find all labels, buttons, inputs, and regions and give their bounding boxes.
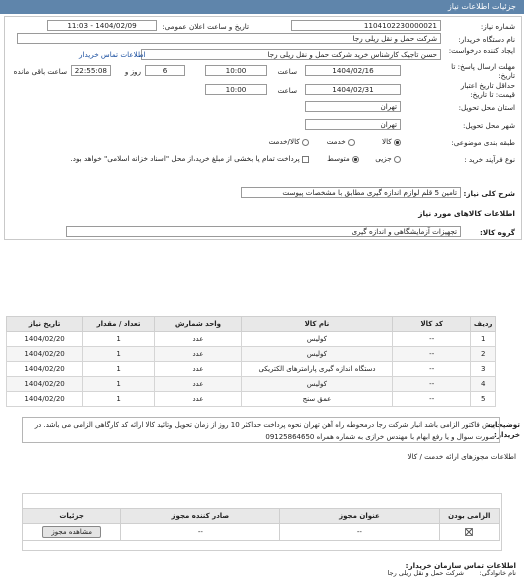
view-license-button[interactable]: مشاهده مجوز [42,526,101,538]
need-info-form [4,16,522,240]
table-row[interactable] [7,347,496,362]
col-required: الزامی بودن [439,509,500,524]
cell-code: -- [393,392,471,407]
days-label: روز و [124,67,141,76]
cell-unit: عدد [155,347,242,362]
buyer-org-contact-label: اطلاعات تماس سازمان خریدار: [405,561,516,570]
col-issuer: صادر کننده مجوز [121,509,280,524]
process-option-minor[interactable]: جزیی [375,154,401,163]
deadline-time-label: ساعت [277,67,297,76]
cell-code: -- [393,362,471,377]
page-title: جزئیات اطلاعات نیاز [0,0,524,14]
col-details: جزئیات [23,509,121,524]
category-option-goods[interactable]: کالا [382,137,401,146]
buyer-notes-label: توضیحات خریدار: [487,420,520,439]
requester-field[interactable]: حسن تاجیک کارشناس خرید شرکت حمل و نقل ریلی رجا [141,49,441,60]
license-row[interactable] [23,524,500,541]
goods-section-title: اطلاعات کالاهای مورد نیاز [418,209,515,218]
cell-date: 1404/02/20 [7,392,83,407]
cell-qty: 1 [83,332,155,347]
price-validity-date-field[interactable]: 1404/02/31 [305,84,401,95]
payment-option[interactable]: پرداخت تمام یا بخشی از مبلغ خرید،از محل "اسناد خزانه اسلامی" خواهد بود. [70,154,309,163]
col-qty: تعداد / مقدار [83,317,155,332]
license-title-cell: -- [280,524,439,541]
details-cell [23,524,121,541]
cell-unit: عدد [155,377,242,392]
license-issuer-cell: -- [121,524,280,541]
need-number-label: شماره نیاز: [480,22,515,31]
col-name: نام کالا [241,317,392,332]
announce-label: تاریخ و ساعت اعلان عمومی: [162,22,249,31]
cell-date: 1404/02/20 [7,362,83,377]
buyer-notes-field[interactable]: پیش فاکتور الزامی باشد انبار شرکت رجا درمحوطه راه آهن تهران نحوه پرداخت حداکثر 10 روز از زمان تحویل وتائید کالا ارائه کد کارگاهی الزامی می باشد. در صورت سوال و یا رفع ابهام با مهندس خرازی به شماره همراه 09125864650 [22,417,500,443]
cell-row: 1 [471,332,496,347]
price-validity-time-field[interactable]: 10:00 [205,84,267,95]
cell-date: 1404/02/20 [7,332,83,347]
table-row[interactable] [7,332,496,347]
cell-row: 5 [471,392,496,407]
cell-name: دستگاه اندازه گیری پارامترهای الکتریکی [241,362,392,377]
licenses-table [22,508,500,541]
need-desc-label: شرح کلی نیاز: [463,189,515,198]
cell-qty: 1 [83,347,155,362]
cell-unit: عدد [155,362,242,377]
buyer-org-name-label: نام خانوادگی: [479,569,516,577]
radio-icon[interactable] [302,139,309,146]
city-label: شهر محل تحویل: [462,121,515,130]
col-license-title: عنوان مجوز [280,509,439,524]
process-option-medium[interactable]: متوسط [327,154,359,163]
need-desc-field[interactable]: تامین 5 قلم لوازم اندازه گیری مطابق با مشخصات پیوست [241,187,461,198]
requester-label: ایجاد کننده درخواست: [448,46,515,55]
cell-qty: 1 [83,362,155,377]
licenses-title: اطلاعات مجوزهای ارائه خدمت / کالا [407,452,516,461]
category-option-goods-service[interactable]: کالا/خدمت [268,137,309,146]
days-field[interactable]: 6 [145,65,185,76]
price-validity-label: حداقل تاریخ اعتبار قیمت: تا تاریخ: [460,81,515,99]
price-validity-time-label: ساعت [277,86,297,95]
cell-code: -- [393,332,471,347]
process-label: نوع فرآیند خرید : [464,155,515,164]
cell-unit: عدد [155,332,242,347]
cell-code: -- [393,347,471,362]
cell-name: کولیس [241,347,392,362]
cell-name: کولیس [241,332,392,347]
items-table [6,316,496,407]
required-cell [439,524,500,541]
cell-date: 1404/02/20 [7,377,83,392]
category-label: طبقه بندی موضوعی: [451,138,515,147]
category-option-service[interactable]: خدمت [327,137,355,146]
buyer-name-field[interactable]: شرکت حمل و نقل ریلی رجا [17,33,441,44]
buyer-name-label: نام دستگاه خریدار: [458,35,515,44]
table-row[interactable] [7,377,496,392]
table-row[interactable] [7,362,496,377]
province-field[interactable]: تهران [305,101,401,112]
checkbox-icon[interactable] [302,156,309,163]
cell-row: 2 [471,347,496,362]
col-unit: واحد شمارش [155,317,242,332]
cell-unit: عدد [155,392,242,407]
remaining-label: ساعت باقی مانده [13,67,67,76]
radio-checked-icon[interactable] [352,156,359,163]
col-code: کد کالا [393,317,471,332]
cell-row: 4 [471,377,496,392]
col-row: ردیف [471,317,496,332]
city-field[interactable]: تهران [305,119,401,130]
buyer-org-name: شرکت حمل و نقل ریلی رجا [387,569,464,577]
table-row[interactable] [7,392,496,407]
announce-field[interactable]: 1404/02/09 - 11:03 [47,20,157,31]
remaining-time-field[interactable]: 22:55:08 [71,65,111,76]
radio-checked-icon[interactable] [394,139,401,146]
col-date: تاریخ نیاز [7,317,83,332]
cell-name: کولیس [241,377,392,392]
cell-row: 3 [471,362,496,377]
buyer-contact-link[interactable]: اطلاعات تماس خریدار [79,50,146,59]
goods-group-label: گروه کالا: [480,228,515,237]
cell-code: -- [393,377,471,392]
province-label: استان محل تحویل: [458,103,515,112]
need-number-field[interactable]: 1104102230000021 [291,20,441,31]
deadline-label: مهلت ارسال پاسخ: تا تاریخ: [451,62,515,80]
checkbox-icon[interactable] [465,528,473,536]
deadline-date-field[interactable]: 1404/02/16 [305,65,401,76]
cell-date: 1404/02/20 [7,347,83,362]
deadline-time-field[interactable]: 10:00 [205,65,267,76]
radio-icon[interactable] [348,139,355,146]
cell-qty: 1 [83,377,155,392]
goods-group-field[interactable]: تجهیزات آزمایشگاهی و اندازه گیری [66,226,461,237]
cell-qty: 1 [83,392,155,407]
cell-name: عمق سنج [241,392,392,407]
radio-icon[interactable] [394,156,401,163]
